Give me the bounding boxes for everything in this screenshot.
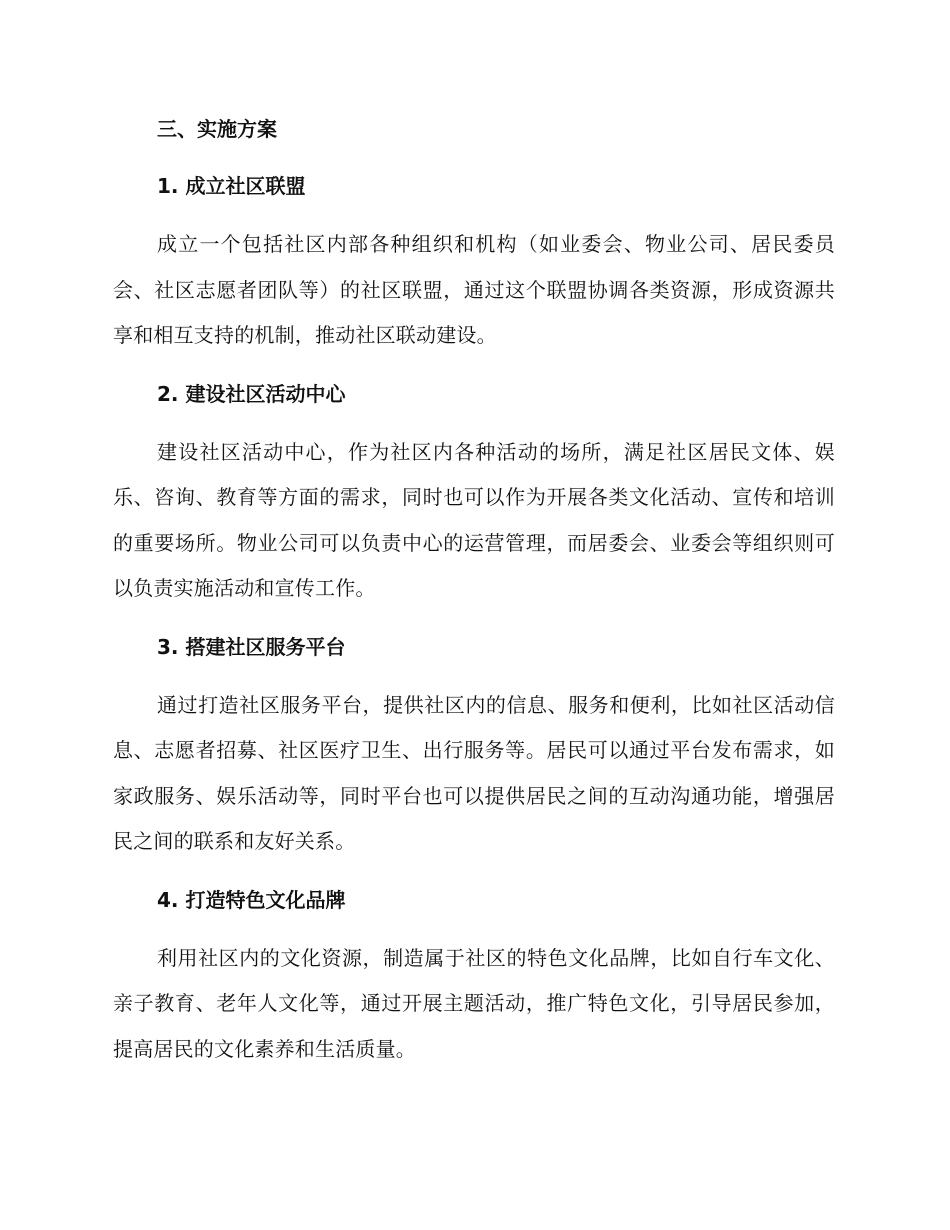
subsection-body-3: 通过打造社区服务平台，提供社区内的信息、服务和便利，比如社区活动信息、志愿者招募、社区医疗卫生、出行服务等。居民可以通过平台发布需求，如家政服务、娱乐活动等，同时平台也可以提供居民之间的互动沟通功能，增强居民之间的联系和友好关系。 xyxy=(113,692,835,853)
subsection-heading-2: 2. 建设社区活动中心 xyxy=(157,381,346,406)
subsection-heading-3: 3. 搭建社区服务平台 xyxy=(157,634,346,659)
subsection-body-1: 成立一个包括社区内部各种组织和机构（如业委会、物业公司、居民委员会、社区志愿者团队等）的社区联盟，通过这个联盟协调各类资源，形成资源共享和相互支持的机制，推动社区联动建设。 xyxy=(113,232,835,347)
section-title: 三、实施方案 xyxy=(157,117,277,141)
subsection-body-2: 建设社区活动中心，作为社区内各种活动的场所，满足社区居民文体、娱乐、咨询、教育等方面的需求，同时也可以作为开展各类文化活动、宣传和培训的重要场所。物业公司可以负责中心的运营管理，而居委会、业委会等组织则可以负责实施活动和宣传工作。 xyxy=(113,439,835,600)
subsection-body-4: 利用社区内的文化资源，制造属于社区的特色文化品牌，比如自行车文化、亲子教育、老年人文化等，通过开展主题活动，推广特色文化，引导居民参加，提高居民的文化素养和生活质量。 xyxy=(113,945,835,1061)
document-content xyxy=(113,113,835,1072)
subsection-heading-4: 4. 打造特色文化品牌 xyxy=(157,887,346,912)
subsection-heading-1: 1. 成立社区联盟 xyxy=(157,174,306,198)
